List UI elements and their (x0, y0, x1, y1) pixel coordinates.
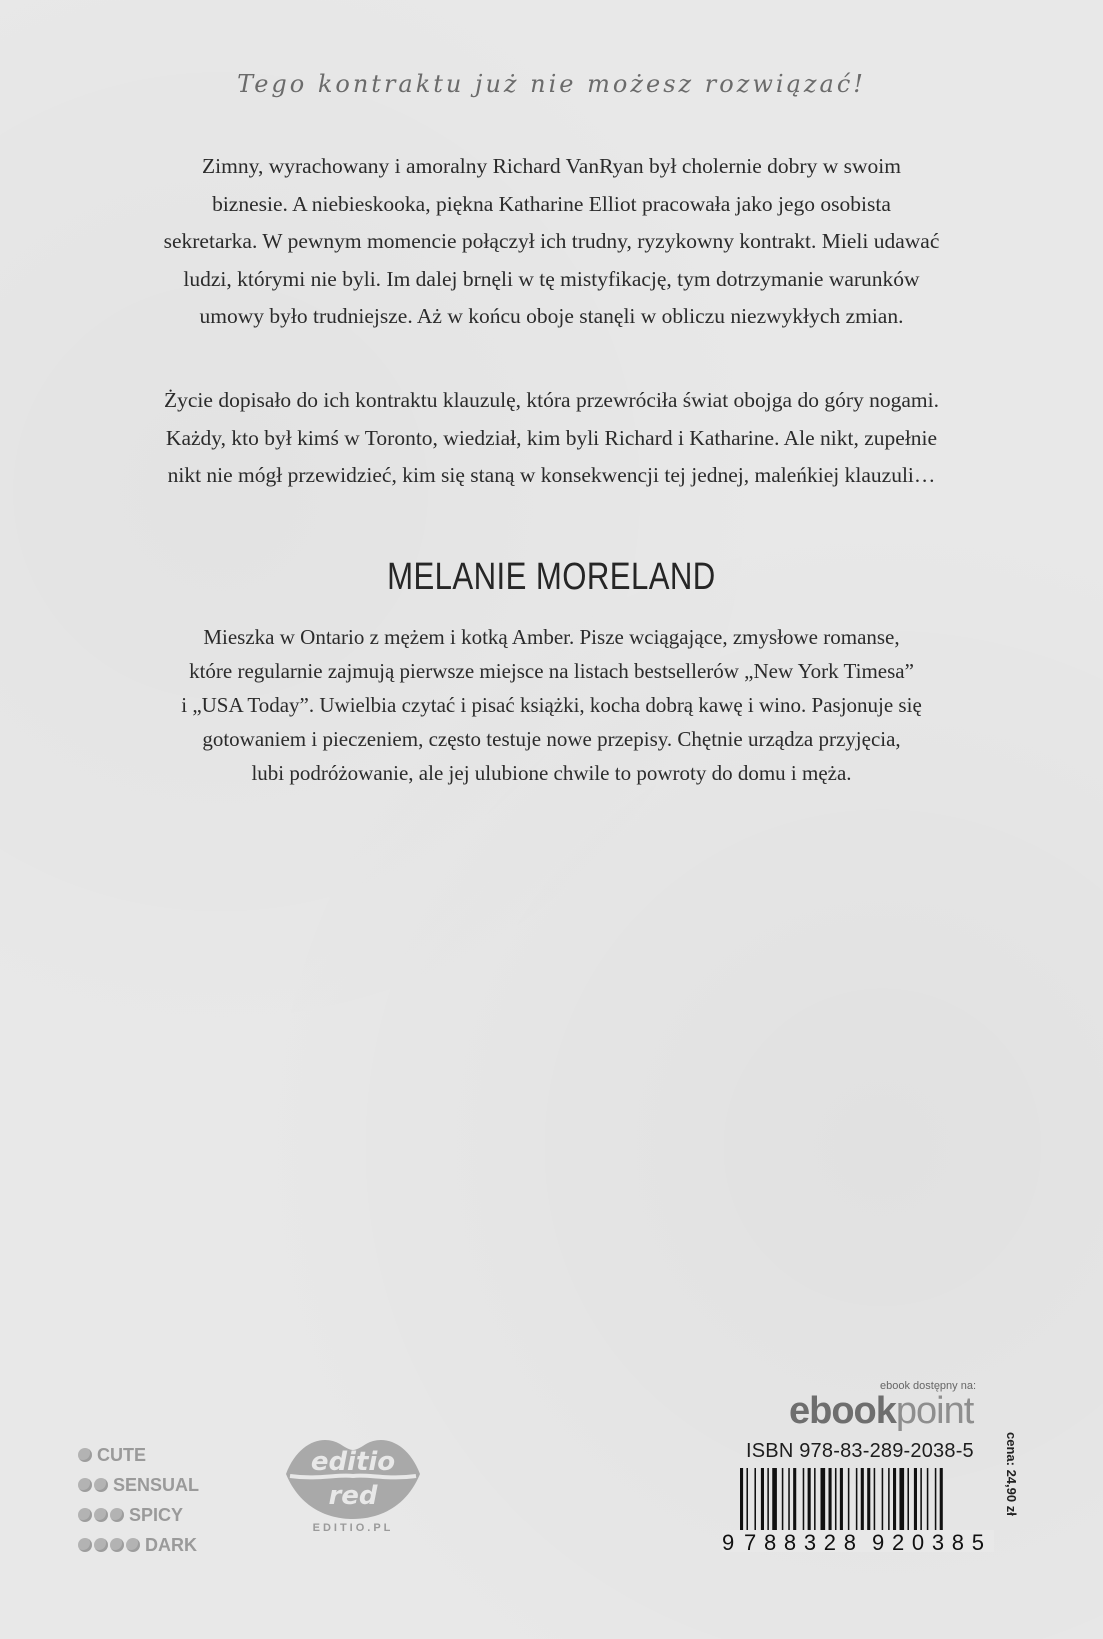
barcode-bar (835, 1468, 837, 1530)
heat-dot-icon (94, 1508, 108, 1522)
blurb-paragraph-2 (70, 382, 1033, 495)
heat-label: SPICY (129, 1505, 184, 1525)
bio-line: lubi podróżowanie, ale jej ulubione chwile to powroty do domu i męża. (251, 761, 852, 785)
tagline: Tego kontraktu już nie możesz rozwiązać! (237, 70, 866, 98)
blurb-line: biznesie. A niebieskooka, piękna Katharine Elliot pracowała jako jego osobista (212, 191, 891, 216)
publisher-logo (278, 1424, 428, 1544)
barcode-bar (829, 1468, 832, 1530)
heat-label: DARK (145, 1535, 197, 1555)
ebook-brand-bold: ebook (789, 1390, 896, 1432)
barcode-bar (935, 1468, 937, 1530)
lips-logo-icon (278, 1424, 428, 1524)
blurb-line: Każdy, kto był kimś w Toronto, wiedział, kim byli Richard i Katharine. Ale nikt, zupełnie (165, 425, 938, 450)
barcode-bar (907, 1468, 909, 1530)
heat-scale (78, 1440, 199, 1560)
blurb-line: umowy było trudniejsze. Aż w końcu oboje stanęli w obliczu niezwykłych zmian. (199, 304, 904, 328)
barcode-bar (856, 1468, 858, 1530)
barcode-digits-right: 920385 (872, 1530, 984, 1552)
barcode-bar (767, 1468, 769, 1530)
barcode-bar (782, 1468, 784, 1530)
barcode-bar (920, 1468, 922, 1530)
blurb-line: nikt nie mógł przewidzieć, kim się staną w konsekwencji tej jednej, maleńkiej klauzuli… (167, 463, 936, 487)
barcode-bar (754, 1468, 756, 1530)
ebookpoint-logo (789, 1390, 973, 1433)
heat-dot-icon (110, 1538, 124, 1552)
heat-level-spicy (78, 1500, 199, 1530)
bio-line: Mieszka w Ontario z mężem i kotką Amber. Pisze wciągające, zmysłowe romanse, (203, 625, 900, 649)
heat-dot-icon (78, 1448, 92, 1462)
author-bio (70, 620, 1033, 790)
heat-dot-icon (78, 1478, 92, 1492)
barcode-bar (808, 1468, 811, 1530)
bio-line: gotowaniem i pieczeniem, często testuje nowe przepisy. Chętnie urządza przyjęcia, (202, 727, 901, 751)
barcode-bar (793, 1468, 796, 1530)
ebook-note: ebook dostępny na: (880, 1380, 977, 1392)
barcode-digits-left: 788328 (744, 1530, 856, 1552)
barcode-bar (814, 1468, 816, 1530)
barcode-bar (927, 1468, 929, 1530)
barcode-bar (893, 1468, 896, 1530)
blurb-line: sekretarka. W pewnym momencie połączył ich trudny, ryzykowny kontrakt. Mieli udawać (163, 229, 940, 253)
heat-dot-icon (78, 1538, 92, 1552)
barcode-bar (882, 1468, 884, 1530)
heat-dot-icon (94, 1538, 108, 1552)
barcode-bar (772, 1468, 777, 1530)
barcode-bar (874, 1468, 876, 1530)
heat-label: SENSUAL (113, 1475, 200, 1495)
isbn-label: ISBN 978-83-289-2038-5 (746, 1440, 974, 1462)
blurb-paragraph-1 (70, 148, 1033, 336)
blurb-line: Zimny, wyrachowany i amoralny Richard VanRyan był cholernie dobry w swoim (202, 154, 901, 178)
svg-text:red: red (328, 1481, 378, 1511)
ebook-brand-light: point (895, 1390, 974, 1432)
svg-text:editio: editio (310, 1447, 396, 1477)
barcode (722, 1468, 994, 1552)
barcode-bar (788, 1468, 790, 1530)
barcode-bar (821, 1468, 826, 1530)
heat-level-sensual (78, 1470, 199, 1500)
blurb-line: Życie dopisało do ich kontraktu klauzulę, która przewróciła świat obojga do góry nogami. (164, 388, 939, 412)
heat-dot-icon (78, 1508, 92, 1522)
heat-level-cute (78, 1440, 199, 1470)
publisher-site: EDITIO.PL (312, 1522, 394, 1534)
barcode-bar (914, 1468, 917, 1530)
author-name: MELANIE MORELAND (387, 556, 716, 598)
bio-line: i „USA Today”. Uwielbia czytać i pisać książki, kocha dobrą kawę i wino. Pasjonuje się (181, 693, 922, 717)
barcode-bar (899, 1468, 904, 1530)
barcode-bar (803, 1468, 805, 1530)
heat-label: CUTE (97, 1445, 146, 1465)
blurb-line: ludzi, którymi nie byli. Im dalej brnęli w tę mistyfikację, tym dotrzymanie warunków (183, 266, 920, 291)
heat-dot-icon (110, 1508, 124, 1522)
barcode-bar (888, 1468, 890, 1530)
barcode-digit-first: 9 (722, 1530, 735, 1552)
barcode-bar (761, 1468, 764, 1530)
price-label: cena: 24,90 zł (1004, 1432, 1019, 1516)
barcode-bar (861, 1468, 864, 1530)
barcode-bar (867, 1468, 870, 1530)
heat-dot-icon (126, 1538, 140, 1552)
heat-level-dark (78, 1530, 199, 1560)
bio-line: które regularnie zajmują pierwsze miejsce na listach bestsellerów „New York Timesa” (189, 659, 914, 683)
heat-dot-icon (94, 1478, 108, 1492)
